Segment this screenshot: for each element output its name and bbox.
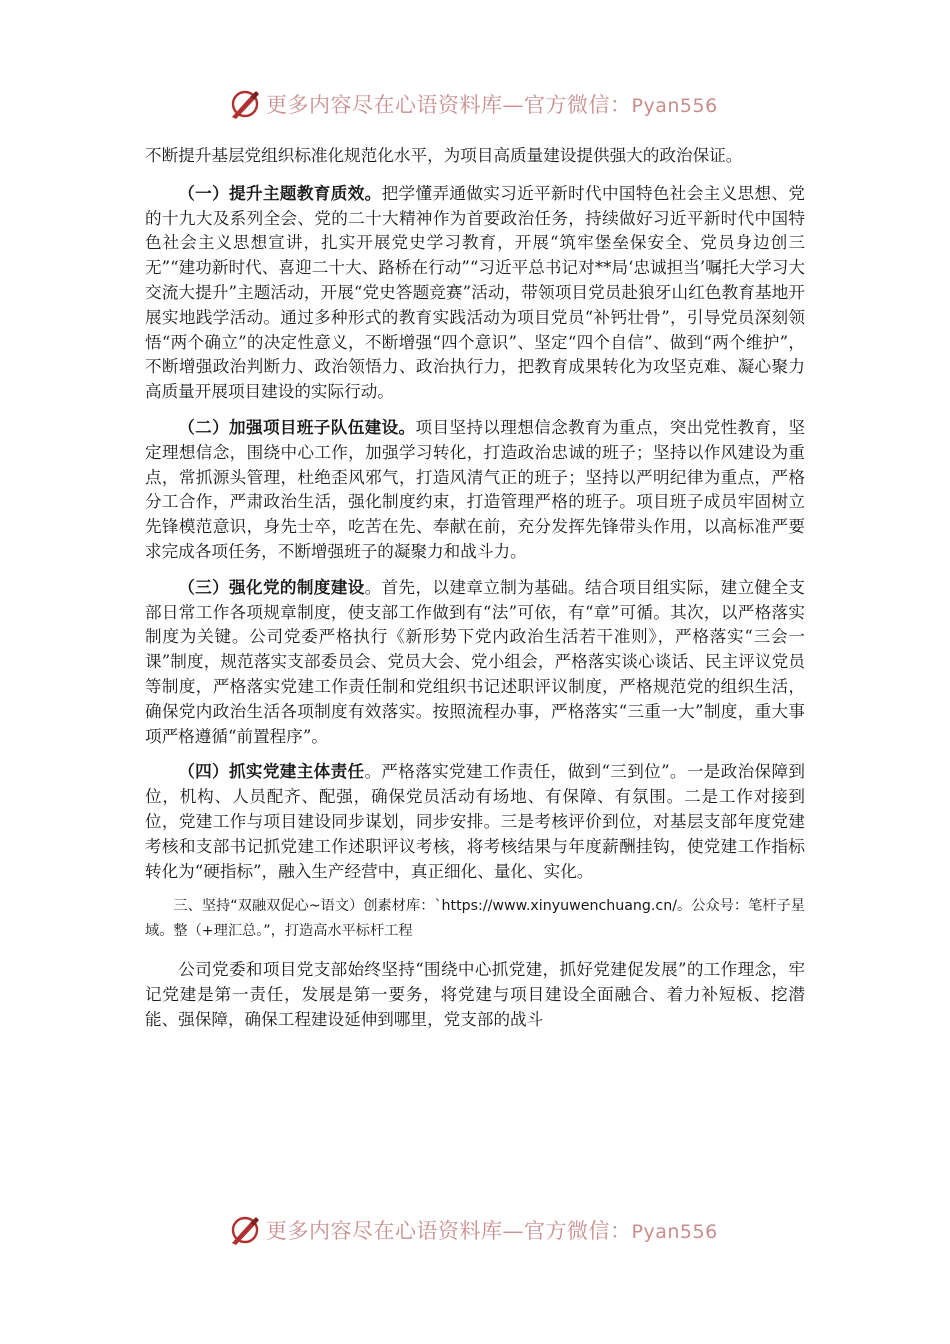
section-4-body: 。严格落实党建工作责任，做到“三到位”。一是政治保障到位，机构、人员配齐、配强，确保党员活动有场地、有保障、有氛围。二是工作对接到位，党建工作与项目建设同步谋划，同步安排。三是考核评价到位，对基层支部年度党建考核和支部书记抓党建工作述职评议考核，将考核结果与年度薪酬挂钩，使党建工作指标转化为“硬指标”，融入生产经营中，真正细化、量化、实化。 xyxy=(145,762,806,881)
document-body xyxy=(145,144,805,1043)
section-4 xyxy=(145,759,805,884)
section-2 xyxy=(145,415,805,565)
intro-paragraph: 不断提升基层党组织标准化规范化水平，为项目高质量建设提供强大的政治保证。 xyxy=(145,146,743,165)
section-2-body: 项目坚持以理想信念教育为重点，突出党性教育，坚定理想信念，围绕中心工作，加强学习转化，打造政治忠诚的班子；坚持以作风建设为重点，常抓源头管理，杜绝歪风邪气，打造风清气正的班子；坚持以严明纪律为重点，严格分工合作，严肃政治生活，强化制度约束，打造管理严格的班子。项目班子成员牢固树立先锋模范意识，身先士卒，吃苦在先、奉献在前，充分发挥先锋带头作用，以高标准严要求完成各项任务，不断增强班子的凝聚力和战斗力。 xyxy=(145,417,806,561)
footer-banner-text: 更多内容尽在心语资料库—官方微信：Pyan556 xyxy=(266,1219,718,1243)
header-wechat-id: Pyan556 xyxy=(631,95,718,117)
section-3 xyxy=(145,575,805,750)
section-1 xyxy=(145,181,805,405)
part-three-title: 三、坚持“双融双促心~语文）创素材库：`https://www.xinyuwenchuang.cn/。公众号：笔杆子星域。整（+理汇总。”，打造高水平标杆工程 xyxy=(145,898,805,940)
section-2-heading: （二）加强项目班子队伍建设。 xyxy=(178,416,416,437)
closing-paragraph: 公司党委和项目党支部始终坚持“围绕中心抓党建，抓好党建促发展”的工作理念，牢记党建是第一责任，发展是第一要务，将党建与项目建设全面融合、着力补短板、挖潜能、强保障，确保工程建设延伸到哪里，党支部的战斗 xyxy=(145,960,805,1029)
section-3-body: 。首先，以建章立制为基础。结合项目组实际，建立健全支部日常工作各项规章制度，使支部工作做到有“法”可依，有“章”可循。其次，以严格落实制度为关键。公司党委严格执行《新形势下党内政治生活若干准则》，严格落实“三会一课”制度，规范落实支部委员会、党员大会、党小组会，严格落实谈心谈话、民主评议党员等制度，严格落实党建工作责任制和党组织书记述职评议制度，严格规范党的组织生活，确保党内政治生活各项制度有效落实。按照流程办事，严格落实“三重一大”制度，重大事项严格遵循“前置程序”。 xyxy=(145,577,806,746)
pen-logo-icon xyxy=(228,1213,262,1247)
pen-logo-icon xyxy=(228,87,262,121)
footer-banner xyxy=(228,1210,728,1250)
section-4-heading: （四）抓实党建主体责任 xyxy=(178,761,365,782)
section-1-heading: （一）提升主题教育质效。 xyxy=(178,182,382,203)
footer-wechat-id: Pyan556 xyxy=(631,1221,718,1243)
header-banner-text: 更多内容尽在心语资料库—官方微信：Pyan556 xyxy=(266,93,718,117)
section-1-body: 把学懂弄通做实习近平新时代中国特色社会主义思想、党的十九大及系列全会、党的二十大精神作为首要政治任务，持续做好习近平新时代中国特色社会主义思想宣讲，扎实开展党史学习教育，开展“筑牢堡垒保安全、党员身边创三无”“建功新时代、喜迎二十大、路桥在行动”“习近平总书记对**局‘忠诚担当’嘱托大学习大交流大提升”主题活动，开展“党史答题竞赛”活动，带领项目党员赴狼牙山红色教育基地开展实地践学活动。通过多种形式的教育实践活动为项目党员“补钙壮骨”，引导党员深刻领悟“两个确立”的决定性意义，不断增强“四个意识”、坚定“四个自信”、做到“两个维护”，不断增强政治判断力、政治领悟力、政治执行力，把教育成果转化为攻坚克难、凝心聚力高质量开展项目建设的实际行动。 xyxy=(145,183,805,402)
header-banner xyxy=(228,84,728,124)
section-3-heading: （三）强化党的制度建设 xyxy=(178,576,365,597)
